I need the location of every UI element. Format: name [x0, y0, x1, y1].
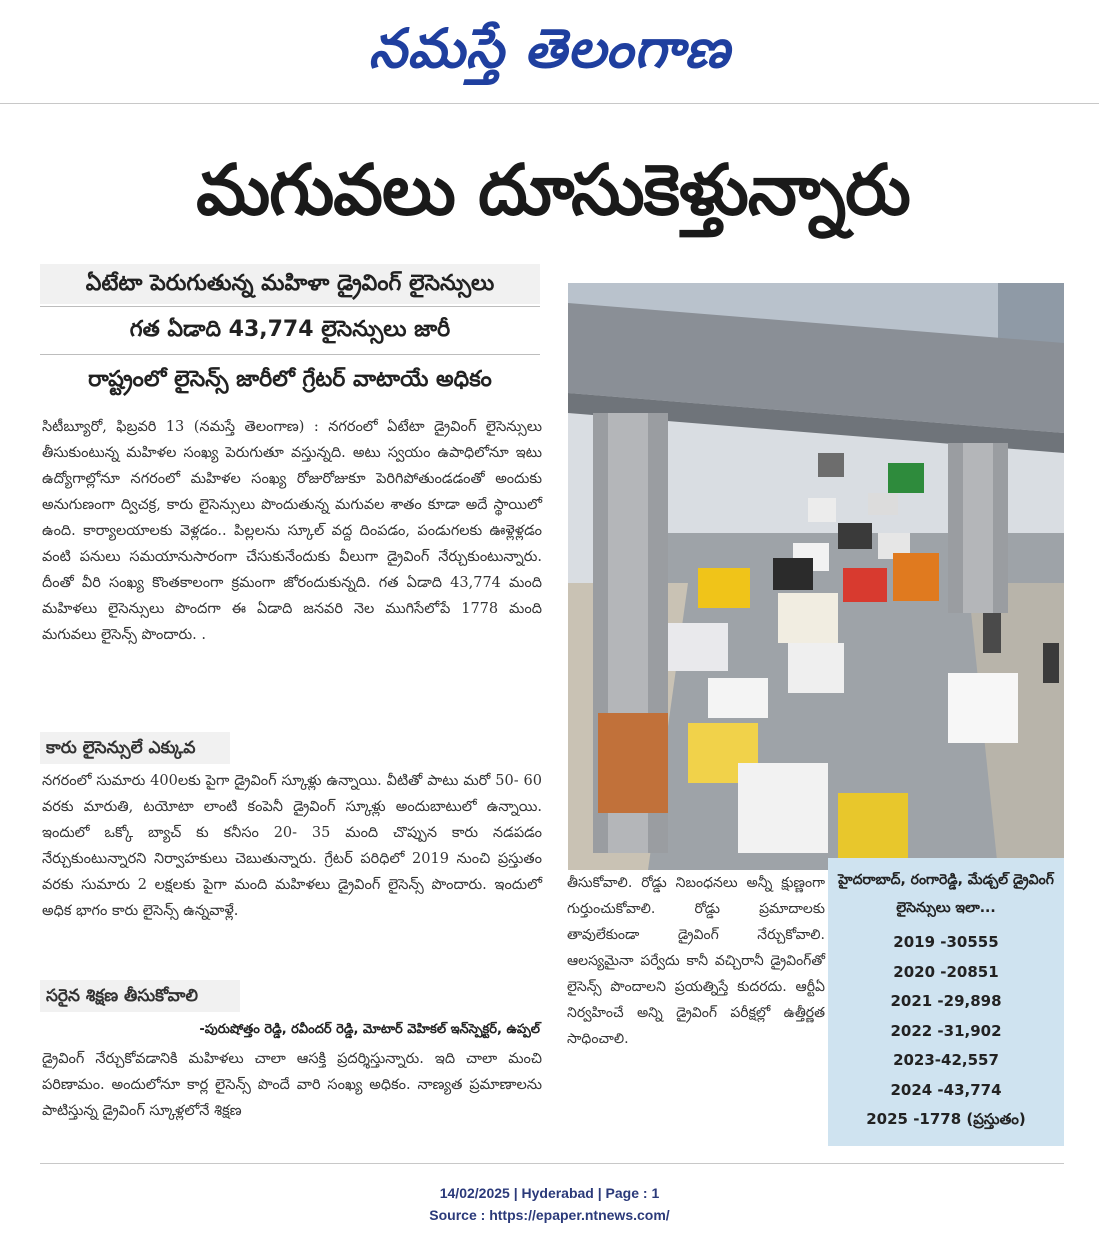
- subheading-3: రాష్ట్రంలో లైసెన్స్ జారీలో గ్రేటర్ వాటాయే అధికం: [88, 367, 492, 392]
- headline: మగువలు దూసుకెళ్తున్నారు: [196, 149, 910, 231]
- stats-row: 2019 -30555: [893, 933, 999, 951]
- article-paragraph: నగరంలో సుమారు 400లకు పైగా డ్రైవింగ్ స్కూళ్లు ఉన్నాయి. వీటితో పాటు మరో 50- 60 వరకు మారుతి, టయోటా లాంటి కంపెనీ డ్రైవింగ్ స్కూళ్లు అందుబాటులో ఉన్నాయి. ఇందులో ఒక్కో బ్యాచ్ కు కనీసం 20- 35 మంది చొప్పున కారు నడపడం నేర్చుకుంటున్నారని నిర్వాహకులు చెబుతున్నారు. గ్రేటర్ పరిధిలో 2019 నుంచి ప్రస్తుతం వరకు సుమారు 2 లక్షలకు పైగా మంది మహిళలు డ్రైవింగ్ లైసెన్స్ పొందారు. ఇందులో అధిక భాగం కారు లైసెన్స్ ఉన్నవాళ్లే.: [42, 773, 542, 919]
- article-paragraph: తీసుకోవాలి. రోడ్డు నిబంధనలు అన్నీ క్షుణ్ణంగా గుర్తుంచుకోవాలి. రోడ్డు ప్రమాదాలకు తావులేకుండా డ్రైవింగ్ నేర్చుకోవాలి. ఆలస్యమైనా పర్వేదు కానీ వచ్చిరానీ డ్రైవింగ్‌తో లైసెన్స్ పొందాలని ప్రయత్నిస్తే కుదరదు. ఆర్టీఏ నిర్వహించే అన్ని డ్రైవింగ్ పరీక్షల్లో ఉత్తీర్ణత సాధించాలి.: [567, 875, 825, 1047]
- stats-list: [828, 928, 1064, 1135]
- stats-box: [828, 858, 1064, 1146]
- subheading-1: ఏటేటా పెరుగుతున్న మహిళా డ్రైవింగ్ లైసెన్సులు: [40, 264, 540, 304]
- subheading-divider: [40, 354, 540, 355]
- masthead-logo: నమస్తే తెలంగాణ: [368, 16, 731, 80]
- stats-row: 2025 -1778 (ప్రస్తుతం): [866, 1110, 1026, 1128]
- footer-dateline: 14/02/2025 | Hyderabad | Page : 1: [439, 1185, 660, 1201]
- section-heading: సరైన శిక్షణ తీసుకోవాలి: [40, 980, 240, 1012]
- stats-row: 2021 -29,898: [890, 992, 1002, 1010]
- stats-row: 2020 -20851: [893, 962, 999, 981]
- article-paragraph: డ్రైవింగ్ నేర్చుకోవడానికి మహిళలు చాలా ఆసక్తి ప్రదర్శిస్తున్నారు. ఇది చాలా మంచి పరిణామం. అందులోనూ కార్ల లైసెన్స్ పొందే వారి సంఖ్య అధికం. నాణ్యత ప్రమాణాలను పాటిస్తున్న డ్రైవింగ్ స్కూళ్లలోనే శిక్షణ: [42, 1051, 542, 1119]
- footer-source: Source : https://epaper.ntnews.com/: [429, 1207, 670, 1223]
- stats-row: 2024 -43,774: [890, 1080, 1002, 1099]
- subheading-divider: [40, 306, 540, 307]
- section-heading: కారు లైసెన్సులే ఎక్కువ: [40, 732, 230, 764]
- footer: [0, 1182, 1099, 1226]
- stats-row: 2022 -31,902: [890, 1021, 1002, 1040]
- byline: -పురుషోత్తం రెడ్డి, రవీందర్ రెడ్డి, మోటార్ వెహికల్ ఇన్‌స్పెక్టర్, ఉప్పల్: [199, 1022, 540, 1037]
- traffic-photo: [568, 283, 1064, 870]
- masthead: [0, 8, 1099, 88]
- masthead-divider: [0, 103, 1099, 104]
- footer-divider: [40, 1163, 1064, 1164]
- stats-title: హైదరాబాద్, రంగారెడ్డి, మేడ్చల్ డ్రైవింగ్ లైసెన్సులు ఇలా...: [838, 872, 1054, 916]
- article-paragraph: సిటీబ్యూరో, ఫిబ్రవరి 13 (నమస్తే తెలంగాణ) : నగరంలో ఏటేటా డ్రైవింగ్ లైసెన్సులు తీసుకుంటున్న మహిళల సంఖ్య పెరుగుతూ వస్తున్నది. అటు స్వయం ఉపాధిలోనూ ఇటు ఉద్యోగాల్లోనూ నగరంలో మహిళల సంఖ్య రోజురోజుకూ పెరిగిపోతుండడంతో అందుకు అనుగుణంగా ద్విచక్ర, కారు లైసెన్సులు పొందుతున్న మగువల శాతం కూడా అదే స్థాయిలో ఉంది. కార్యాలయాలకు వెళ్లడం.. పిల్లలను స్కూల్ వద్ద దింపడం, పండుగలకు ఊళ్లెళ్లడం వంటి పనులు సమయానుసారంగా చేసుకునేందుకు వీలుగా డ్రైవింగ్ నేర్చుకుంటున్నారు. దీంతో వీరి సంఖ్య కొంతకాలంగా క్రమంగా జోరందుకున్నది. గత ఏడాది 43,774 మంది మహిళలు లైసెన్సులు పొందగా ఈ ఏడాది జనవరి నెల ముగిసేలోపే 1778 మంది మగువలు లైసెన్స్ పొందారు. .: [42, 419, 542, 643]
- subheading-2: గత ఏడాది 43,774 లైసెన్సులు జారీ: [129, 317, 451, 342]
- stats-row: 2023-42,557: [893, 1051, 999, 1069]
